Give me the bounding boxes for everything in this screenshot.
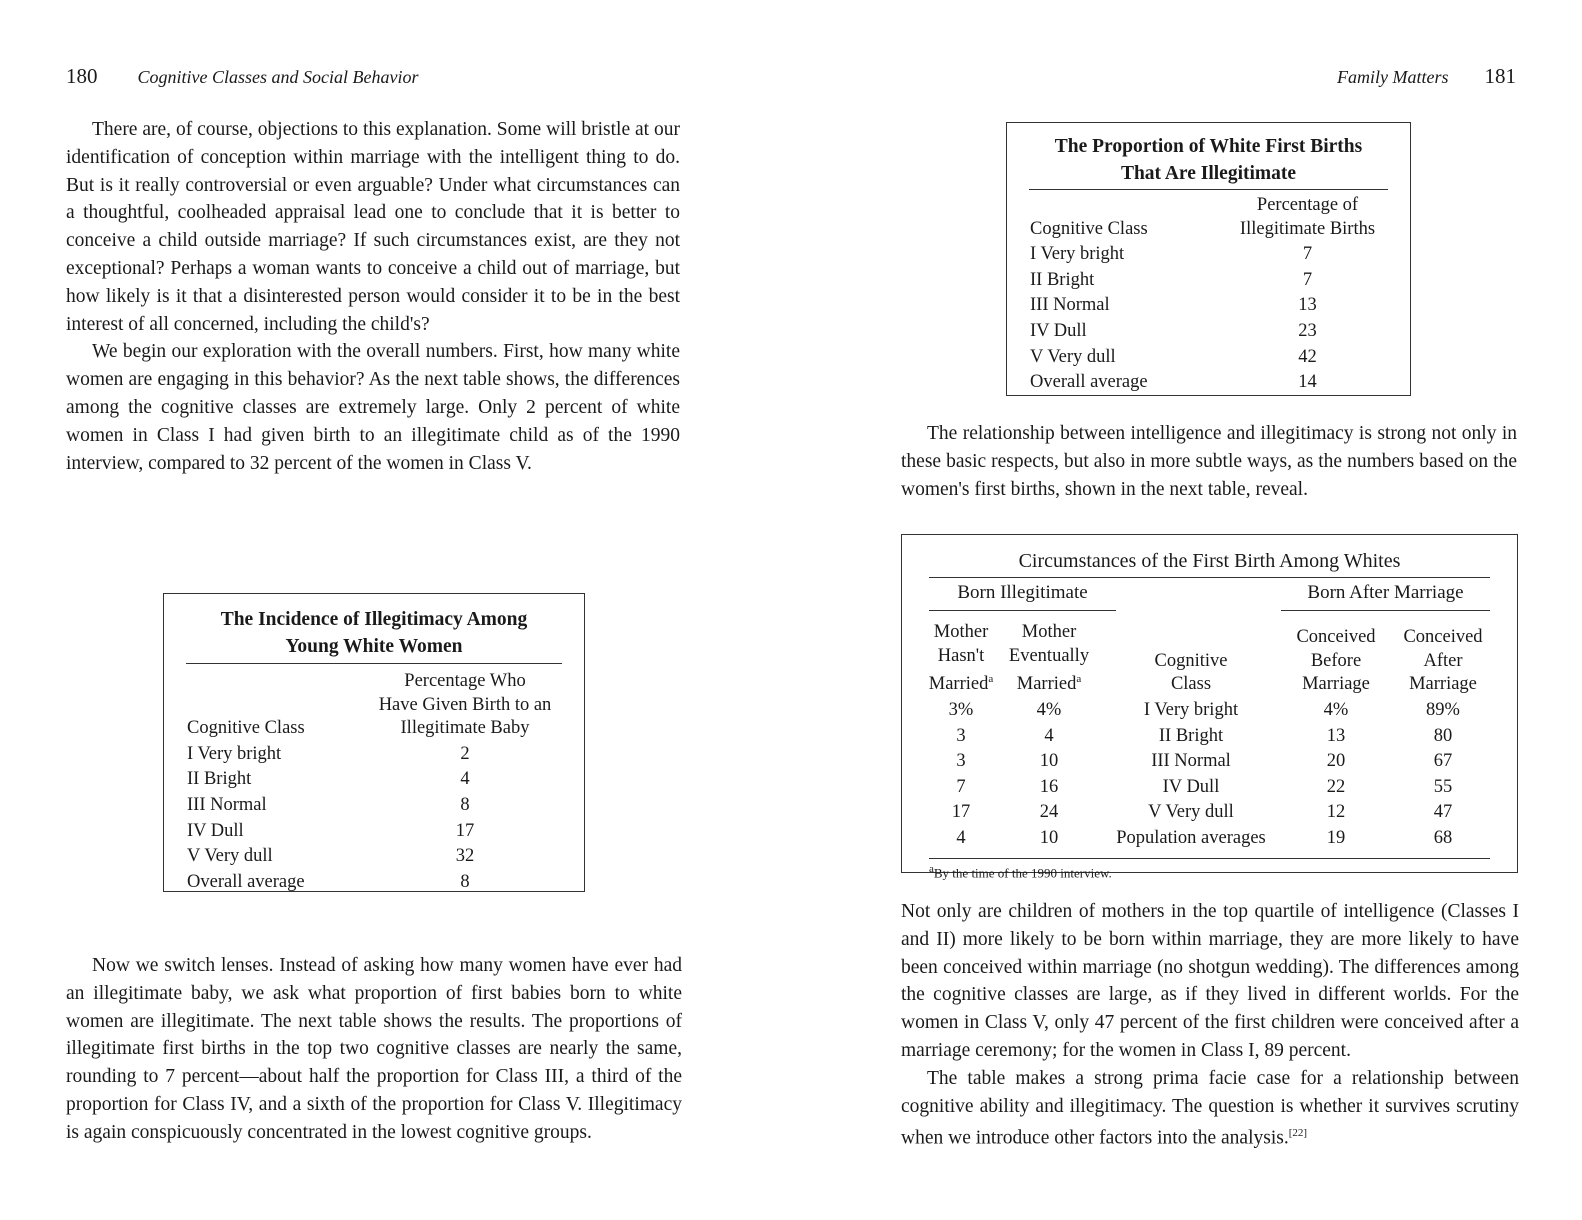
illegitimate-first-births-table [1006, 122, 1411, 396]
table-row [924, 826, 1496, 852]
table-row [924, 800, 1496, 826]
table-row [924, 724, 1496, 750]
header-line: Class [1170, 674, 1212, 695]
table-row [186, 742, 562, 768]
value-cell: 7 [956, 776, 966, 797]
value-cell: 4% [1323, 699, 1349, 720]
class-cell: Overall average [1030, 372, 1148, 393]
table-body [1029, 193, 1389, 396]
table-title: The Proportion of White First Births [1054, 136, 1363, 157]
value-cell: 19 [1326, 827, 1346, 848]
header-line: Hasn't [937, 645, 985, 666]
column-header [1226, 193, 1389, 242]
table-row [186, 767, 562, 793]
value-cell: 68 [1433, 827, 1453, 848]
value-cell: 12 [1326, 802, 1346, 823]
header-line: Have Given Birth to an [378, 694, 552, 715]
table-footnote [929, 863, 1517, 881]
paragraph: We begin our exploration with the overall numbers. First, how many white women are engaging in this behavior? As the next table shows, the differences among the cognitive classes are extremely large. Only 2 percent of white women in Class I had given birth to an illegitimate child as of the 1990 interview, compared to 32 percent of the women in Class V. [66, 341, 680, 474]
value-cell: 10 [1039, 751, 1059, 772]
table-rule [1029, 189, 1388, 190]
header-line: Mother [1021, 622, 1077, 642]
class-cell: V Very dull [1030, 346, 1116, 367]
column-header: Cognitive Class [187, 718, 305, 739]
value-cell: 4% [1036, 699, 1062, 720]
class-cell: II Bright [1158, 725, 1224, 746]
header-line: Marriage [1409, 674, 1477, 695]
table-rule [186, 663, 562, 664]
group-header-illegitimate: Born Illegitimate [957, 582, 1088, 603]
table-row [1029, 345, 1389, 371]
class-cell: III Normal [187, 794, 267, 815]
column-header [1100, 620, 1282, 698]
value-cell: 55 [1433, 776, 1453, 797]
column-header [998, 620, 1100, 698]
table-body [186, 669, 562, 895]
left-running-head: Cognitive Classes and Social Behavior [137, 67, 419, 87]
table-row [186, 819, 562, 845]
value-cell: 4 [956, 827, 966, 848]
value-cell: 2 [460, 743, 470, 764]
value-cell: 3% [948, 699, 974, 720]
value-cell: 22 [1326, 776, 1346, 797]
value-cell: 80 [1433, 725, 1453, 746]
class-cell: I Very bright [187, 743, 282, 764]
table-row [186, 870, 562, 896]
class-cell: Population averages [1116, 827, 1266, 848]
class-cell: I Very bright [1030, 244, 1125, 265]
value-cell: 10 [1039, 827, 1059, 848]
footnote-text: By the time of the 1990 interview. [933, 864, 1112, 880]
value-cell: 4 [1044, 725, 1054, 746]
paragraph: The relationship between intelligence and illegitimacy is strong not only in these basic respects, but also in more subtle ways, as the numbers based on the women's first births, shown in the next table, reveal. [901, 423, 1517, 500]
table-title: Young White Women [285, 636, 463, 657]
header-line: Cognitive [1154, 650, 1228, 671]
header-line: Eventually [1008, 645, 1090, 666]
table-row [1029, 242, 1389, 268]
class-cell: II Bright [187, 769, 252, 790]
value-cell: 7 [1302, 244, 1313, 265]
left-page-header [66, 64, 418, 89]
column-header [1282, 620, 1390, 698]
column-header [924, 620, 998, 698]
group-rule [929, 610, 1116, 611]
value-cell: 3 [956, 751, 966, 772]
table-row [924, 698, 1496, 724]
paragraph-text: The table makes a strong prima facie case for a relationship between cognitive ability and illegitimacy. The question is whether it survives scrutiny when we introduce other factors into the analysis. [901, 1067, 1519, 1149]
table-row [1029, 293, 1389, 319]
value-cell: 20 [1326, 751, 1346, 772]
header-line: Married [1016, 674, 1077, 695]
column-header: Cognitive Class [1030, 218, 1148, 239]
left-page-number: 180 [66, 64, 98, 88]
right-running-head: Family Matters [1337, 67, 1449, 87]
left-text-top [66, 116, 680, 477]
right-text-bottom [901, 898, 1519, 1153]
paragraph: Not only are children of mothers in the top quartile of intelligence (Classes I and II) more likely to be born within marriage, they are more likely to have been conceived within marriage (no shotgun wedding). The differences among the cognitive classes are large, as if they lived in different worlds. For the women in Class V, only 47 percent of the first children were conceived after a marriage ceremony; for the women in Class I, 89 percent. [901, 901, 1519, 1061]
value-cell: 8 [460, 871, 470, 892]
right-page-header [1337, 64, 1516, 89]
footnote-marker: a [1076, 673, 1082, 686]
right-text-mid [901, 420, 1517, 503]
value-cell: 67 [1433, 751, 1453, 772]
group-rule [1281, 610, 1490, 611]
value-cell: 13 [1326, 725, 1346, 746]
paragraph: There are, of course, objections to this explanation. Some will bristle at our identification of conception within marriage with the intelligent thing to do. But is it really controversial or even arguable? Under what circumstances can a thoughtful, coolheaded appraisal lead one to conclude that it is better to conceive a child outside marriage? If such circumstances exist, are they not exceptional? Perhaps a woman wants to conceive a child out of marriage, but how likely is it that a disinterested person would consider it to be in the best interest of all concerned, including the child's? [66, 119, 680, 335]
paragraph [901, 1065, 1519, 1153]
value-cell: 89% [1426, 699, 1460, 720]
value-cell: 24 [1039, 802, 1059, 823]
group-header-marriage: Born After Marriage [1307, 582, 1464, 603]
header-line: Conceived [1403, 627, 1483, 648]
value-cell: 8 [460, 794, 470, 815]
column-header [1390, 620, 1496, 698]
header-line: Marriage [1302, 674, 1370, 695]
class-cell: IV Dull [187, 820, 244, 841]
table-row [924, 775, 1496, 801]
class-cell: IV Dull [1030, 320, 1087, 341]
table-rule [929, 858, 1490, 859]
value-cell: 23 [1298, 320, 1317, 341]
header-line: Mother [933, 622, 989, 642]
value-cell: 17 [951, 802, 971, 823]
table-body [924, 620, 1496, 852]
class-cell: Overall average [187, 871, 305, 892]
class-cell: V Very dull [1148, 802, 1234, 823]
header-line: Illegitimate Births [1239, 218, 1376, 239]
endnote-reference[interactable]: [22] [1288, 1127, 1308, 1140]
left-text-bottom [66, 952, 682, 1147]
class-cell: IV Dull [1162, 776, 1220, 797]
value-cell: 4 [460, 769, 470, 790]
class-cell: I Very bright [1143, 699, 1239, 720]
header-line: Percentage of [1256, 195, 1359, 215]
header-line: After [1423, 650, 1463, 671]
value-cell: 42 [1298, 346, 1317, 367]
value-cell: 3 [956, 725, 966, 746]
right-page-number: 181 [1484, 64, 1516, 88]
table-row [924, 749, 1496, 775]
first-birth-circumstances-table [901, 534, 1518, 880]
header-line: Illegitimate Baby [400, 718, 530, 739]
column-header [368, 669, 562, 742]
right-page [791, 0, 1582, 1220]
table-title: The Incidence of Illegitimacy Among [220, 609, 528, 630]
value-cell: 17 [455, 820, 475, 841]
value-cell: 14 [1298, 372, 1317, 393]
table-title: Circumstances of the First Birth Among Whites [1018, 550, 1401, 572]
header-line: Conceived [1296, 627, 1376, 648]
value-cell: 13 [1298, 295, 1317, 316]
footnote-marker: a [929, 862, 934, 875]
value-cell: 7 [1302, 269, 1313, 290]
paragraph: Now we switch lenses. Instead of asking how many women have ever had an illegitimate baby, we ask what proportion of first babies born to white women are illegitimate. The next table shows the results. The proportions of illegitimate first births in the top two cognitive classes are nearly the same, rounding to 7 percent—about half the proportion for Class III, a third of the proportion for Class IV, and a sixth of the proportion for Class V. Illegitimacy is again conspicuously concentrated in the lowest cognitive groups. [66, 955, 682, 1143]
table-title: That Are Illegitimate [1120, 163, 1297, 184]
class-cell: III Normal [1151, 751, 1231, 772]
class-cell: II Bright [1030, 269, 1095, 290]
table-row [1029, 268, 1389, 294]
value-cell: 32 [455, 846, 475, 867]
table-row [186, 844, 562, 870]
value-cell: 47 [1433, 802, 1453, 823]
class-cell: V Very dull [187, 846, 273, 867]
header-line: Percentage Who [404, 671, 526, 691]
header-line: Married [928, 674, 989, 695]
table-row [1029, 319, 1389, 345]
illegitimacy-incidence-table [163, 593, 585, 892]
footnote-marker: a [988, 673, 994, 686]
table-row [1029, 370, 1389, 396]
table-row [186, 793, 562, 819]
group-headers [902, 578, 1517, 612]
class-cell: III Normal [1030, 295, 1110, 316]
header-line: Before [1310, 650, 1362, 671]
value-cell: 16 [1039, 776, 1059, 797]
